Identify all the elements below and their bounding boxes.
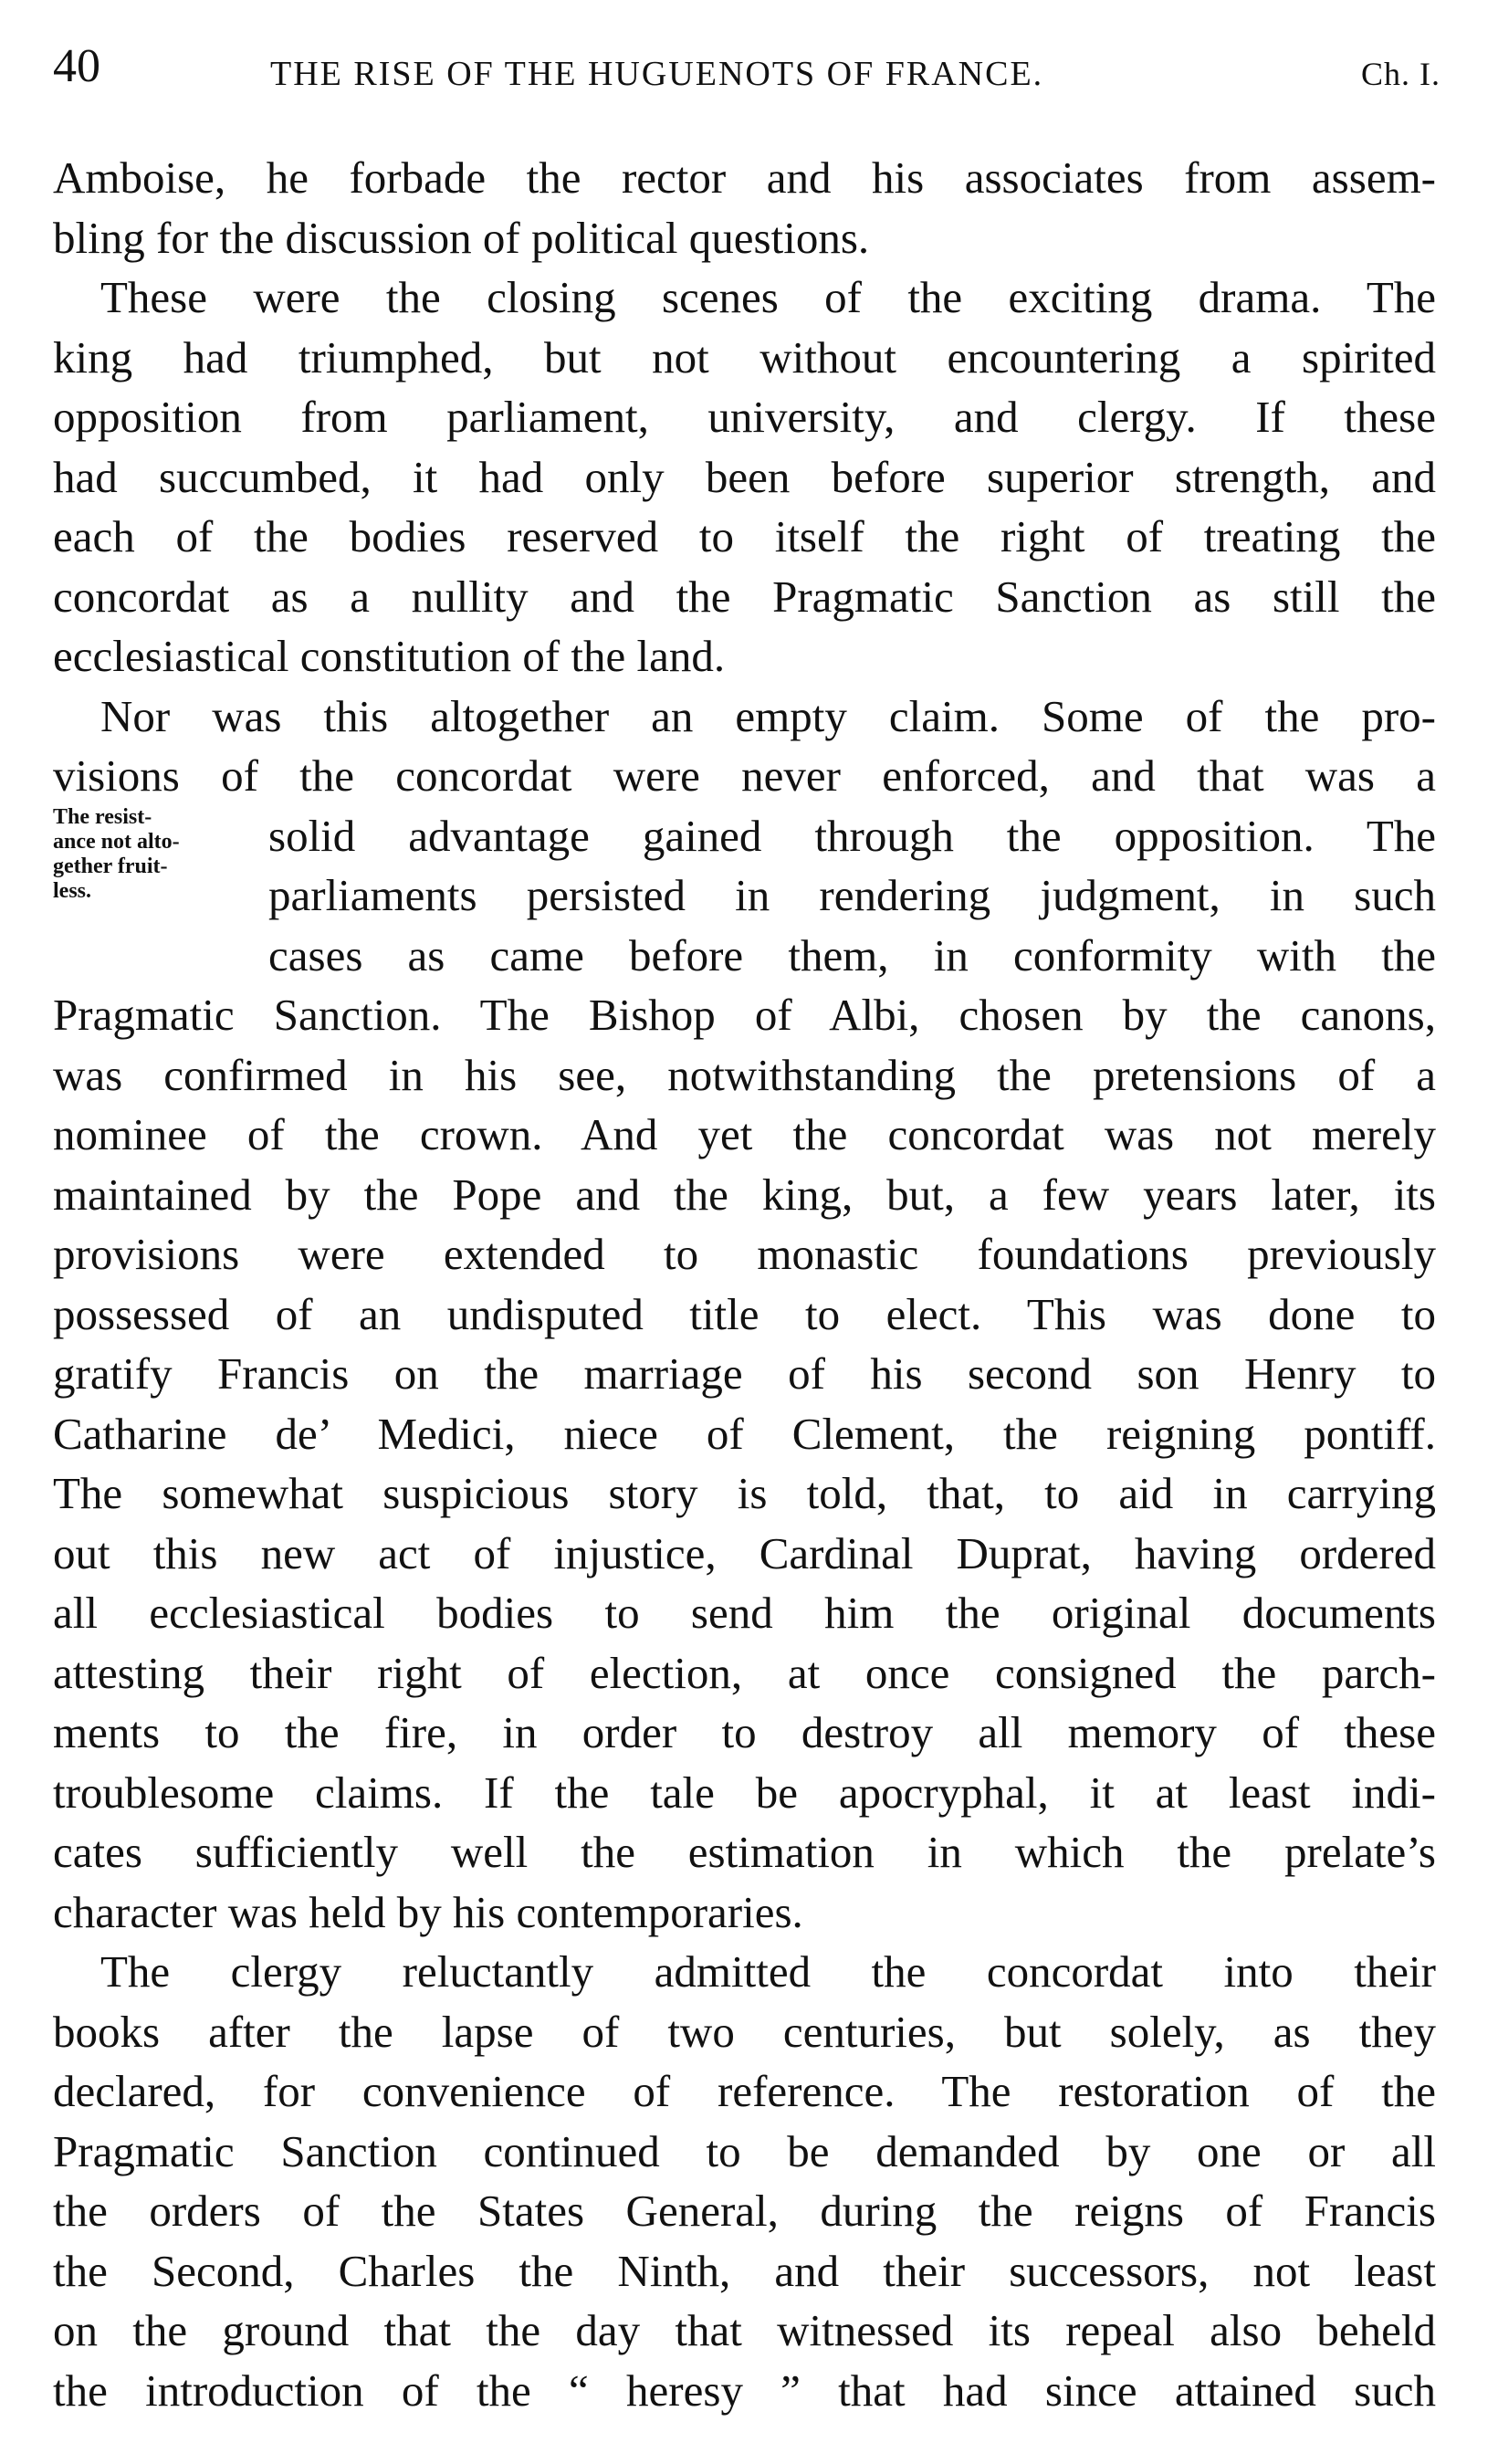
- text-line: king had triumphed, but not without encountering a spirited: [53, 331, 1436, 383]
- text-line: declared, for convenience of reference. The restoration of the: [53, 2066, 1436, 2116]
- text-line: bling for the discussion of political questions.: [53, 212, 870, 263]
- text-line: ecclesiastical constitution of the land.: [53, 631, 726, 681]
- text-line: the orders of the States General, during the reigns of Francis: [53, 2186, 1436, 2236]
- text-line: on the ground that the day that witnessed its repeal also beheld: [53, 2305, 1436, 2355]
- margin-note-line: ance not alto-: [53, 830, 180, 854]
- text-line: ments to the fire, in order to destroy all memory of these: [53, 1707, 1436, 1757]
- text-line: possessed of an undisputed title to elect. This was done to: [53, 1288, 1436, 1339]
- text-line: solid advantage gained through the opposition. The: [268, 810, 1436, 861]
- text-line: maintained by the Pope and the king, but, a few years later, its: [53, 1169, 1436, 1220]
- page-header: [53, 35, 1440, 99]
- chapter-reference: Ch. I.: [1361, 56, 1440, 92]
- text-line: nominee of the crown. And yet the concordat was not merely: [53, 1109, 1436, 1159]
- text-line: cates sufficiently well the estimation in which the prelate’s: [53, 1827, 1436, 1877]
- text-line: opposition from parliament, university, and clergy. If these: [53, 392, 1436, 442]
- text-line: was confirmed in his see, notwithstanding the pretensions of a: [53, 1049, 1436, 1100]
- text-line: character was held by his contemporaries.: [53, 1886, 803, 1937]
- margin-note-line: gether fruit-: [53, 855, 168, 878]
- text-line: each of the bodies reserved to itself the right of treating the: [53, 511, 1436, 561]
- text-line: troublesome claims. If the tale be apocryphal, it at least indi-: [53, 1767, 1436, 1818]
- text-line: gratify Francis on the marriage of his second son Henry to: [53, 1348, 1436, 1399]
- text-line: Pragmatic Sanction. The Bishop of Albi, chosen by the canons,: [53, 990, 1436, 1040]
- text-line: out this new act of injustice, Cardinal Duprat, having ordered: [53, 1527, 1436, 1578]
- text-line: Amboise, he forbade the rector and his associates from assem-: [53, 152, 1436, 203]
- text-line: parliaments persisted in rendering judgment, in such: [268, 870, 1436, 920]
- text-line: the Second, Charles the Ninth, and their successors, not least: [53, 2245, 1436, 2296]
- text-line: cases as came before them, in conformity with the: [268, 929, 1436, 980]
- running-title: THE RISE OF THE HUGUENOTS OF FRANCE.: [270, 55, 1044, 93]
- text-line: Nor was this altogether an empty claim. Some of the pro-: [100, 690, 1436, 741]
- text-line: the introduction of the “ heresy ” that had since attained such: [53, 2364, 1436, 2416]
- text-line: The clergy reluctantly admitted the concordat into their: [100, 1946, 1436, 1997]
- margin-note-line: less.: [53, 879, 91, 903]
- text-line: Catharine de’ Medici, niece of Clement, the reigning pontiff.: [53, 1408, 1436, 1459]
- page-number: 40: [53, 40, 100, 92]
- text-line: books after the lapse of two centuries, but solely, as they: [53, 2006, 1436, 2057]
- text-line: concordat as a nullity and the Pragmatic Sanction as still the: [53, 571, 1436, 622]
- text-line: had succumbed, it had only been before superior strength, and: [53, 451, 1436, 502]
- text-line: visions of the concordat were never enforced, and that was a: [53, 750, 1436, 801]
- text-line: Pragmatic Sanction continued to be demanded by one or all: [53, 2125, 1436, 2176]
- text-line: provisions were extended to monastic foundations previously: [53, 1229, 1436, 1279]
- margin-note-line: The resist-: [53, 805, 152, 829]
- text-line: all ecclesiastical bodies to send him the original documents: [53, 1588, 1436, 1638]
- text-line: attesting their right of election, at once consigned the parch-: [53, 1647, 1436, 1698]
- text-line: The somewhat suspicious story is told, that, to aid in carrying: [53, 1468, 1436, 1518]
- text-line: These were the closing scenes of the exciting drama. The: [100, 272, 1436, 322]
- body-text: [53, 148, 1436, 2420]
